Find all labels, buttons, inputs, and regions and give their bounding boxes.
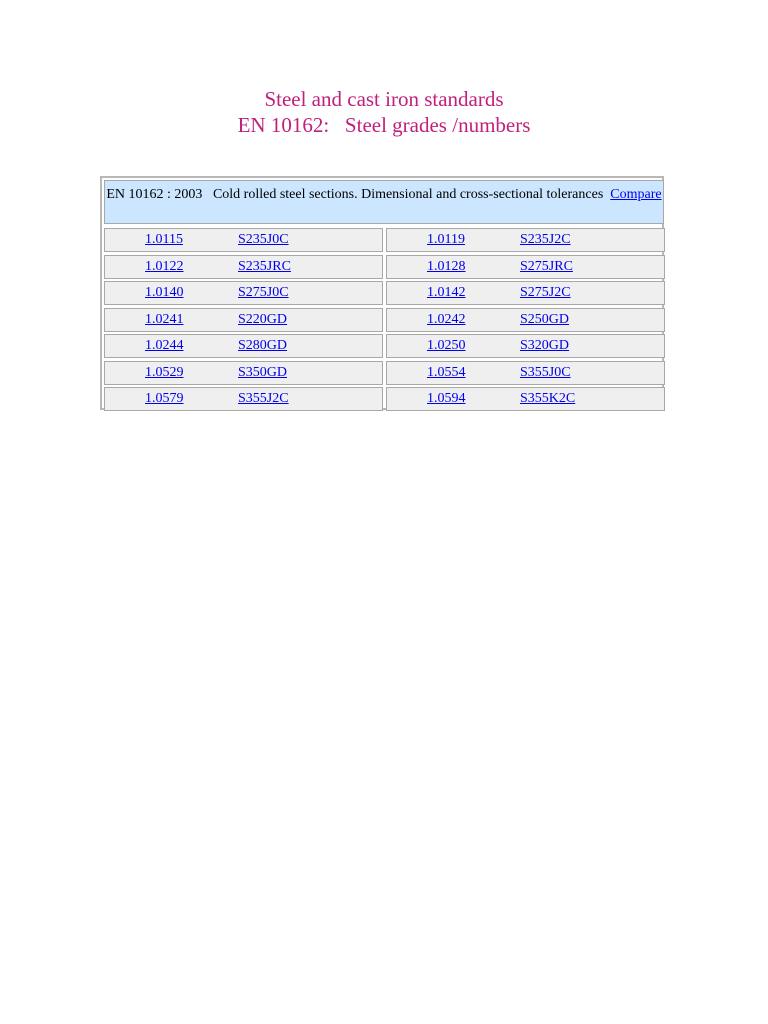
page-title <box>0 86 768 138</box>
grade-cell <box>386 387 665 411</box>
standard-code: EN 10162 : 2003 <box>106 187 203 202</box>
grade-cell <box>104 334 383 358</box>
grade-name-link[interactable]: S350GD <box>238 365 288 380</box>
grade-number-link[interactable]: 1.0122 <box>145 259 184 274</box>
grade-cell <box>386 361 665 385</box>
grade-name-link[interactable]: S235J2C <box>520 232 571 247</box>
grades-table <box>100 176 664 410</box>
grade-cell <box>104 228 383 252</box>
grade-name-link[interactable]: S250GD <box>520 312 570 327</box>
grade-number-link[interactable]: 1.0529 <box>145 365 184 380</box>
grade-number-link[interactable]: 1.0554 <box>427 365 466 380</box>
grade-cell <box>104 361 383 385</box>
grade-name-link[interactable]: S355J2C <box>238 391 289 406</box>
compare-link[interactable]: Compare <box>610 187 662 202</box>
grade-name-link[interactable]: S320GD <box>520 338 570 353</box>
grade-number-link[interactable]: 1.0128 <box>427 259 466 274</box>
grade-cell <box>104 308 383 332</box>
grade-cell <box>386 308 665 332</box>
grade-cell <box>386 281 665 305</box>
grade-number-link[interactable]: 1.0119 <box>427 232 465 247</box>
grade-name-link[interactable]: S220GD <box>238 312 288 327</box>
grade-cell <box>386 255 665 279</box>
grade-name-link[interactable]: S235J0C <box>238 232 289 247</box>
grade-number-link[interactable]: 1.0142 <box>427 285 466 300</box>
grade-number-link[interactable]: 1.0115 <box>145 232 183 247</box>
standard-description: Cold rolled steel sections. Dimensional and cross-sectional tolerances <box>212 187 604 202</box>
grade-number-link[interactable]: 1.0140 <box>145 285 184 300</box>
grade-number-link[interactable]: 1.0242 <box>427 312 466 327</box>
grade-number-link[interactable]: 1.0244 <box>145 338 184 353</box>
title-line-1: Steel and cast iron standards <box>264 87 504 111</box>
grade-cell <box>386 334 665 358</box>
grade-name-link[interactable]: S280GD <box>238 338 288 353</box>
grade-name-link[interactable]: S235JRC <box>238 259 291 274</box>
grade-name-link[interactable]: S275J0C <box>238 285 289 300</box>
title-line-2: EN 10162: Steel grades /numbers <box>237 113 531 137</box>
grade-number-link[interactable]: 1.0594 <box>427 391 466 406</box>
grade-name-link[interactable]: S275JRC <box>520 259 573 274</box>
standard-header <box>104 180 664 224</box>
grade-number-link[interactable]: 1.0579 <box>145 391 184 406</box>
grade-number-link[interactable]: 1.0241 <box>145 312 184 327</box>
grade-cell <box>386 228 665 252</box>
grade-number-link[interactable]: 1.0250 <box>427 338 466 353</box>
grade-name-link[interactable]: S275J2C <box>520 285 571 300</box>
grade-name-link[interactable]: S355K2C <box>520 391 576 406</box>
grade-name-link[interactable]: S355J0C <box>520 365 571 380</box>
grade-cell <box>104 387 383 411</box>
grade-cell <box>104 255 383 279</box>
grade-cell <box>104 281 383 305</box>
